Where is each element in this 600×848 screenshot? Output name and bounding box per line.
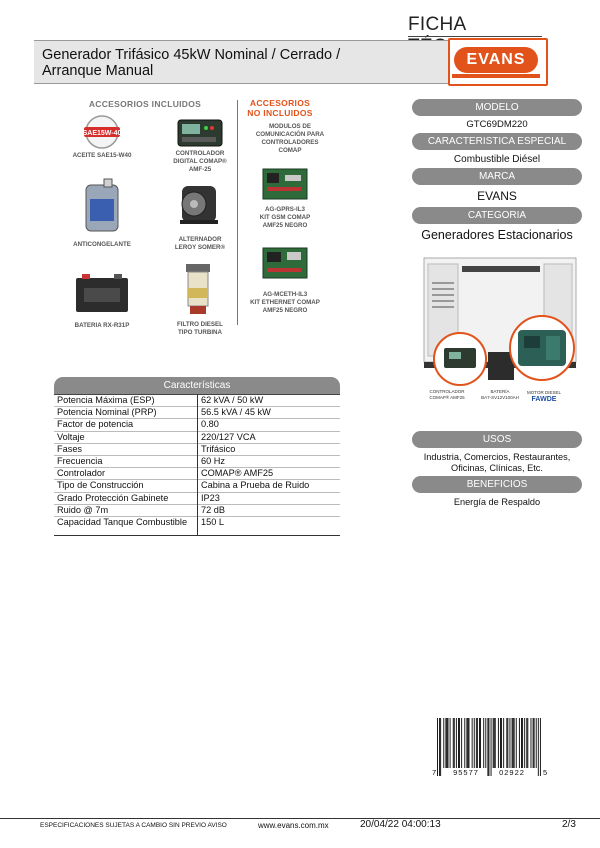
- barcode-bar: [461, 718, 462, 768]
- accesorios-incluidos-heading: ACCESORIOS INCLUIDOS: [88, 99, 202, 109]
- intro-line: CONTROLADORES: [261, 139, 319, 146]
- ethernet-module-icon: [261, 246, 309, 280]
- barcode-bar: [512, 718, 513, 768]
- barcode-bar: [498, 718, 499, 768]
- barcode-bar: [474, 718, 475, 768]
- fuel-filter-icon: [180, 262, 216, 318]
- barcode-bar: [485, 718, 486, 768]
- intro-line: MODULOS DE: [269, 123, 311, 130]
- spec-key: Tipo de Construcción: [54, 480, 198, 492]
- label-engine: [524, 390, 564, 396]
- caption-line: LEROY SOMER®: [174, 244, 226, 251]
- evans-logo: EVANS: [454, 47, 538, 73]
- caracteristica-value: Combustible Diésel: [453, 154, 541, 165]
- barcode-bar: [540, 718, 541, 776]
- barcode-bar: [488, 718, 489, 776]
- barcode-digit-last: 5: [543, 768, 548, 777]
- table-row: [54, 431, 340, 443]
- barcode-bar: [493, 718, 494, 768]
- label-line: MOTOR DIESEL: [527, 390, 561, 395]
- caption-line: TIPO TURBINA: [178, 329, 222, 336]
- beneficios-label: BENEFICIOS: [412, 476, 582, 493]
- barcode-digits-left: 95577: [446, 768, 486, 777]
- caption-line: ACEITE SAE15-W40: [72, 152, 132, 159]
- label-battery: [475, 389, 525, 400]
- caption-aceite: [64, 152, 140, 160]
- barcode-bar: [509, 718, 510, 768]
- barcode-bar: [487, 718, 488, 776]
- barcode-bar: [536, 718, 537, 768]
- barcode-bar: [514, 718, 515, 768]
- marca-value: EVANS: [477, 189, 517, 203]
- spec-value: 150 L: [201, 517, 224, 528]
- footer-page-number: 2/3: [562, 819, 576, 830]
- spec-value: 56.5 kVA / 45 kW: [201, 407, 271, 418]
- logo-accent-bar: [452, 74, 540, 78]
- table-row: [54, 407, 340, 419]
- spec-value: Cabina a Prueba de Ruido: [201, 480, 310, 491]
- table-row: [54, 443, 340, 455]
- caracteristica-label: CARACTERISTICA ESPECIAL: [412, 133, 582, 150]
- modelo-label: MODELO: [412, 99, 582, 116]
- spec-value: 72 dB: [201, 504, 226, 515]
- spec-key: Controlador: [54, 468, 198, 480]
- modelo-value: GTC69DM220: [466, 119, 528, 130]
- caption-line: BATERIA RX-R31P: [74, 322, 130, 329]
- caption-line: AG-MCETH-IL3: [262, 291, 308, 298]
- caption-line: AMF25 NEGRO: [262, 307, 308, 314]
- accesorios-no-incluidos-heading: [240, 98, 320, 118]
- barcode-bar: [533, 718, 534, 768]
- barcode-bar: [516, 718, 517, 768]
- categoria-value: Generadores Estacionarios: [421, 228, 573, 242]
- spec-value: Trifásico: [201, 443, 236, 454]
- barcode-bar: [464, 718, 465, 768]
- barcode-bar: [501, 718, 502, 768]
- barcode-bar: [526, 718, 527, 768]
- barcode-bar: [480, 718, 481, 768]
- beneficios-value: Energía de Respaldo: [453, 497, 541, 507]
- barcode-bar: [453, 718, 454, 768]
- spec-value: 220/127 VCA: [201, 431, 256, 442]
- barcode-bar: [448, 718, 449, 768]
- barcode-bar: [506, 718, 507, 768]
- footer-datetime: 20/04/22 04:00:13: [360, 819, 441, 830]
- modulos-intro: [240, 123, 340, 155]
- title-line-1: Generador Trifásico 45kW Nominal / Cerrado /: [42, 47, 341, 63]
- spec-key: Frecuencia: [54, 456, 198, 468]
- barcode-bar: [530, 718, 531, 768]
- table-row: [54, 395, 340, 407]
- intro-line: COMAP: [278, 147, 302, 154]
- caption-ethernet-kit: [238, 291, 332, 315]
- caption-line: ALTERNADOR: [178, 236, 222, 243]
- table-row: [54, 517, 340, 536]
- antifreeze-jug-icon: [82, 177, 122, 233]
- barcode-bar: [466, 718, 467, 768]
- barcode-digit-first: 7: [432, 768, 437, 777]
- barcode-bar: [503, 718, 504, 768]
- ficha-tecnica-label: FICHA: [408, 14, 466, 35]
- table-row: [54, 419, 340, 431]
- label-line: COMAP® AMF25: [429, 394, 465, 400]
- table-row: [54, 480, 340, 492]
- no-incluidos-line-1: ACCESORIOS: [249, 98, 311, 108]
- label-line: BATERÍA: [490, 389, 510, 394]
- barcode-bar: [446, 718, 447, 768]
- oil-bottle-icon: [80, 114, 124, 150]
- caption-line: AMF25 NEGRO: [262, 222, 308, 229]
- barcode-bar: [524, 718, 525, 768]
- barcode-bar: [477, 718, 478, 768]
- caption-filtro: [160, 321, 240, 337]
- label-line: BA7-SV12V100AH: [481, 394, 519, 400]
- spec-key: Fases: [54, 443, 198, 455]
- ficha-underline: [408, 36, 542, 37]
- gsm-module-icon: [261, 167, 309, 201]
- barcode-bar: [483, 718, 484, 768]
- spec-value: 60 Hz: [201, 456, 226, 467]
- barcode-bar: [443, 718, 444, 768]
- barcode-bar: [467, 718, 468, 768]
- table-row: [54, 492, 340, 504]
- label-controller: [421, 389, 473, 400]
- spec-value: 62 kVA / 50 kW: [201, 395, 264, 405]
- footer-rule: [0, 818, 600, 819]
- marca-label: MARCA: [412, 168, 582, 185]
- caption-line: CONTROLADOR: [175, 150, 225, 157]
- barcode-bar: [440, 718, 441, 776]
- caption-line: KIT GSM COMAP: [259, 214, 311, 221]
- usos-line: Industria, Comercios, Restaurantes,: [423, 452, 571, 462]
- caption-line: ANTICONGELANTE: [73, 241, 131, 248]
- caption-bateria: [64, 322, 140, 330]
- caption-controlador: [160, 150, 240, 174]
- spec-key: Potencia Máxima (ESP): [54, 395, 198, 407]
- footer-website[interactable]: www.evans.com.mx: [258, 821, 329, 830]
- spec-key: Capacidad Tanque Combustible: [54, 517, 198, 536]
- table-row: [54, 456, 340, 468]
- caption-line: DIGITAL COMAP®: [173, 158, 227, 165]
- usos-value: [412, 452, 582, 474]
- barcode-bar: [500, 718, 501, 768]
- alternator-icon: [172, 182, 226, 226]
- caption-line: FILTRO DIESEL: [177, 321, 223, 328]
- barcode-bar: [495, 718, 496, 768]
- barcode-bar: [476, 718, 477, 768]
- barcode-bar: [479, 718, 480, 768]
- barcode-bar: [459, 718, 460, 768]
- footer-disclaimer: ESPECIFICACIONES SUJETAS A CAMBIO SIN PREVIO AVISO: [40, 822, 227, 829]
- barcode-bar: [534, 718, 535, 768]
- caption-line: AG-GPRS-IL3: [265, 206, 305, 213]
- barcode-bar: [521, 718, 522, 768]
- barcode-bar: [445, 718, 446, 768]
- barcode-bar: [513, 718, 514, 768]
- oil-badge-text: SAE15W-40: [82, 130, 122, 137]
- table-row: [54, 468, 340, 480]
- spec-key: Grado Protección Gabinete: [54, 492, 198, 504]
- barcode-bar: [507, 718, 508, 768]
- spec-key: Factor de potencia: [54, 419, 198, 431]
- barcode-bar: [472, 718, 473, 768]
- label-line: CONTROLADOR: [429, 389, 465, 394]
- barcode-bar: [458, 718, 459, 768]
- spec-value: IP23: [201, 492, 220, 503]
- barcode-bar: [454, 718, 455, 768]
- caption-alternador: [160, 236, 240, 252]
- spec-key: Potencia Nominal (PRP): [54, 407, 198, 419]
- barcode-bar: [519, 718, 520, 768]
- barcode-digits-right: 02922: [492, 768, 532, 777]
- usos-line: Oficinas, Clínicas, Etc.: [451, 463, 543, 473]
- table-row: [54, 504, 340, 516]
- barcode-bar: [527, 718, 528, 768]
- caption-anticongelante: [64, 241, 140, 249]
- battery-icon: [74, 272, 130, 314]
- caption-line: AMF-25: [188, 166, 212, 173]
- barcode-bar: [456, 718, 457, 768]
- no-incluidos-line-2: NO INCLUIDOS: [247, 108, 313, 118]
- barcode-bar: [538, 718, 539, 776]
- spec-key: Voltaje: [54, 431, 198, 443]
- controller-icon: [176, 118, 224, 148]
- page-title: [42, 47, 442, 79]
- intro-line: COMUNICACIÓN PARA: [255, 131, 325, 138]
- spec-value: 0.80: [201, 419, 219, 430]
- spec-key: Ruido @ 7m: [54, 504, 198, 516]
- usos-label: USOS: [412, 431, 582, 448]
- specs-heading: Características: [54, 377, 340, 394]
- barcode-bar: [469, 718, 470, 768]
- categoria-label: CATEGORIA: [412, 207, 582, 224]
- caption-line: KIT ETHERNET COMAP: [250, 299, 320, 306]
- barcode-bar: [494, 718, 495, 768]
- barcode-bar: [450, 718, 451, 768]
- fawde-logo: FAWDE: [531, 396, 557, 403]
- spec-value: COMAP® AMF25: [201, 468, 274, 479]
- specs-table: [54, 394, 340, 536]
- title-line-2: Arranque Manual: [42, 63, 154, 79]
- barcode-bar: [522, 718, 523, 768]
- caption-gsm-kit: [238, 206, 332, 230]
